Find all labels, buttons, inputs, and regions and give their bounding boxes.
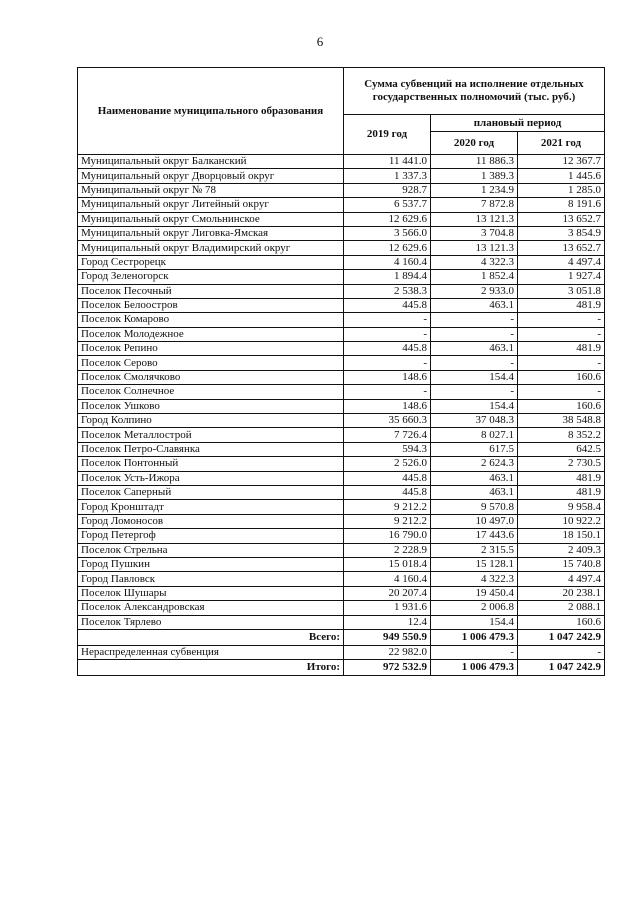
municipality-name-cell: Поселок Металлострой — [78, 428, 344, 442]
table-row — [78, 298, 605, 312]
table-row — [78, 500, 605, 514]
subvention-2021-cell: 642.5 — [518, 442, 605, 456]
subvention-2021-cell: - — [518, 356, 605, 370]
subvention-2020-cell: 4 322.3 — [431, 572, 518, 586]
subvention-2020-cell: 463.1 — [431, 298, 518, 312]
municipality-name-cell: Поселок Репино — [78, 342, 344, 356]
subvention-2020-cell: 463.1 — [431, 471, 518, 485]
subvention-2021-cell: 1 445.6 — [518, 169, 605, 183]
subvention-2021-cell: 13 652.7 — [518, 212, 605, 226]
subvention-2020-cell: 1 389.3 — [431, 169, 518, 183]
table-body — [78, 155, 605, 676]
subvention-2020-cell: 3 704.8 — [431, 226, 518, 240]
table-row — [78, 442, 605, 456]
subvention-2019-cell: 11 441.0 — [344, 155, 431, 169]
municipality-name-cell: Поселок Понтонный — [78, 457, 344, 471]
municipality-name-cell: Муниципальный округ Смольнинское — [78, 212, 344, 226]
subvention-2021-cell: - — [518, 313, 605, 327]
subvention-2020-cell: - — [431, 313, 518, 327]
municipality-name-cell: Город Зеленогорск — [78, 270, 344, 284]
grand-total-2021: 1 047 242.9 — [518, 660, 605, 676]
subvention-2019-cell: 20 207.4 — [344, 586, 431, 600]
subvention-2021-cell: 160.6 — [518, 370, 605, 384]
subvention-2019-cell: 148.6 — [344, 399, 431, 413]
unallocated-2020: - — [431, 645, 518, 659]
table-row — [78, 428, 605, 442]
subvention-2020-cell: 154.4 — [431, 615, 518, 629]
table-row — [78, 399, 605, 413]
table-row — [78, 557, 605, 571]
subvention-2019-cell: 9 212.2 — [344, 500, 431, 514]
municipality-name-cell: Поселок Серово — [78, 356, 344, 370]
table-row — [78, 543, 605, 557]
table-row — [78, 342, 605, 356]
table-row — [78, 601, 605, 615]
subvention-2021-cell: 4 497.4 — [518, 255, 605, 269]
grand-total-row — [78, 660, 605, 676]
municipality-name-cell: Поселок Белоостров — [78, 298, 344, 312]
subvention-2021-cell: 481.9 — [518, 342, 605, 356]
table-row — [78, 586, 605, 600]
municipality-name-cell: Поселок Солнечное — [78, 385, 344, 399]
municipality-name-cell: Поселок Петро-Славянка — [78, 442, 344, 456]
subvention-2019-cell: - — [344, 385, 431, 399]
table-row — [78, 471, 605, 485]
subvention-2020-cell: 154.4 — [431, 370, 518, 384]
subvention-2021-cell: 9 958.4 — [518, 500, 605, 514]
subvention-2019-cell: 9 212.2 — [344, 514, 431, 528]
subvention-2019-cell: - — [344, 313, 431, 327]
subvention-2020-cell: - — [431, 356, 518, 370]
table-row — [78, 385, 605, 399]
year-2021-header: 2021 год — [518, 132, 605, 155]
subvention-2019-cell: 15 018.4 — [344, 557, 431, 571]
subvention-2021-cell: 1 285.0 — [518, 183, 605, 197]
municipality-name-cell: Муниципальный округ Дворцовый округ — [78, 169, 344, 183]
subvention-2020-cell: 463.1 — [431, 485, 518, 499]
table-row — [78, 183, 605, 197]
subvention-2020-cell: 37 048.3 — [431, 414, 518, 428]
grand-total-2019: 972 532.9 — [344, 660, 431, 676]
table-row — [78, 327, 605, 341]
subvention-2021-cell: 15 740.8 — [518, 557, 605, 571]
total-2021: 1 047 242.9 — [518, 629, 605, 645]
subvention-2019-cell: 2 526.0 — [344, 457, 431, 471]
subvention-2021-cell: 20 238.1 — [518, 586, 605, 600]
subvention-2021-cell: 10 922.2 — [518, 514, 605, 528]
subvention-2019-cell: 2 538.3 — [344, 284, 431, 298]
subvention-2020-cell: 2 624.3 — [431, 457, 518, 471]
year-2019-header: 2019 год — [344, 115, 431, 155]
unallocated-row — [78, 645, 605, 659]
unallocated-2021: - — [518, 645, 605, 659]
table-row — [78, 529, 605, 543]
municipality-name-cell: Город Ломоносов — [78, 514, 344, 528]
subvention-2020-cell: 2 006.8 — [431, 601, 518, 615]
subvention-2020-cell: - — [431, 327, 518, 341]
subvention-2021-cell: 13 652.7 — [518, 241, 605, 255]
planning-period-header: плановый период — [431, 115, 605, 132]
subvention-2021-cell: 1 927.4 — [518, 270, 605, 284]
subvention-2021-cell: 481.9 — [518, 485, 605, 499]
subvention-2021-cell: 8 352.2 — [518, 428, 605, 442]
subvention-2020-cell: 463.1 — [431, 342, 518, 356]
table-row — [78, 572, 605, 586]
municipality-name-cell: Город Павловск — [78, 572, 344, 586]
municipality-name-cell: Поселок Стрельна — [78, 543, 344, 557]
subvention-2019-cell: 1 931.6 — [344, 601, 431, 615]
subvention-2019-cell: 12 629.6 — [344, 241, 431, 255]
subvention-2021-cell: 2 409.3 — [518, 543, 605, 557]
table-row — [78, 198, 605, 212]
total-2020: 1 006 479.3 — [431, 629, 518, 645]
subvention-table — [77, 67, 605, 676]
subvention-2019-cell: 35 660.3 — [344, 414, 431, 428]
subvention-2020-cell: 8 027.1 — [431, 428, 518, 442]
subvention-2019-cell: 445.8 — [344, 485, 431, 499]
total-row — [78, 629, 605, 645]
total-2019: 949 550.9 — [344, 629, 431, 645]
subvention-2021-cell: 2 730.5 — [518, 457, 605, 471]
subvention-2020-cell: - — [431, 385, 518, 399]
subvention-2020-cell: 17 443.6 — [431, 529, 518, 543]
subvention-2021-cell: 38 548.8 — [518, 414, 605, 428]
table-row — [78, 370, 605, 384]
subvention-2020-cell: 13 121.3 — [431, 212, 518, 226]
municipality-name-cell: Поселок Шушары — [78, 586, 344, 600]
subvention-2019-cell: 445.8 — [344, 298, 431, 312]
total-label: Всего: — [78, 629, 344, 645]
municipality-name-cell: Поселок Тярлево — [78, 615, 344, 629]
table-row — [78, 241, 605, 255]
municipality-name-cell: Поселок Песочный — [78, 284, 344, 298]
subvention-2020-cell: 15 128.1 — [431, 557, 518, 571]
subvention-2020-cell: 9 570.8 — [431, 500, 518, 514]
subvention-2019-cell: 1 337.3 — [344, 169, 431, 183]
municipality-name-cell: Город Колпино — [78, 414, 344, 428]
table-row — [78, 485, 605, 499]
municipality-name-cell: Поселок Смолячково — [78, 370, 344, 384]
subvention-2021-cell: 160.6 — [518, 399, 605, 413]
table-row — [78, 270, 605, 284]
subvention-2021-cell: 481.9 — [518, 471, 605, 485]
municipality-column-header: Наименование муниципального образования — [78, 68, 344, 155]
municipality-name-cell: Поселок Ушково — [78, 399, 344, 413]
subvention-2019-cell: 148.6 — [344, 370, 431, 384]
subvention-2021-cell: 3 854.9 — [518, 226, 605, 240]
subvention-2021-cell: 160.6 — [518, 615, 605, 629]
subvention-2019-cell: 2 228.9 — [344, 543, 431, 557]
subvention-2019-cell: 594.3 — [344, 442, 431, 456]
municipality-name-cell: Муниципальный округ Балканский — [78, 155, 344, 169]
subvention-2019-cell: 4 160.4 — [344, 255, 431, 269]
table-row — [78, 284, 605, 298]
subvention-2021-cell: 8 191.6 — [518, 198, 605, 212]
municipality-name-cell: Поселок Комарово — [78, 313, 344, 327]
table-row — [78, 169, 605, 183]
municipality-name-cell: Муниципальный округ Владимирский округ — [78, 241, 344, 255]
unallocated-2019: 22 982.0 — [344, 645, 431, 659]
subvention-2019-cell: 928.7 — [344, 183, 431, 197]
subvention-2020-cell: 1 234.9 — [431, 183, 518, 197]
subvention-2021-cell: 3 051.8 — [518, 284, 605, 298]
subvention-2019-cell: 445.8 — [344, 342, 431, 356]
subvention-2019-cell: 6 537.7 — [344, 198, 431, 212]
subvention-2020-cell: 2 933.0 — [431, 284, 518, 298]
table-row — [78, 615, 605, 629]
subvention-2019-cell: 12 629.6 — [344, 212, 431, 226]
table-row — [78, 155, 605, 169]
subvention-2020-cell: 4 322.3 — [431, 255, 518, 269]
municipality-name-cell: Муниципальный округ № 78 — [78, 183, 344, 197]
municipality-name-cell: Поселок Александровская — [78, 601, 344, 615]
grand-total-2020: 1 006 479.3 — [431, 660, 518, 676]
municipality-name-cell: Муниципальный округ Литейный округ — [78, 198, 344, 212]
municipality-name-cell: Город Сестрорецк — [78, 255, 344, 269]
municipality-name-cell: Поселок Саперный — [78, 485, 344, 499]
subvention-2019-cell: 7 726.4 — [344, 428, 431, 442]
table-row — [78, 514, 605, 528]
table-row — [78, 457, 605, 471]
page-number: 6 — [316, 34, 324, 49]
subvention-2019-cell: 445.8 — [344, 471, 431, 485]
subvention-2021-cell: - — [518, 327, 605, 341]
subvention-2019-cell: 12.4 — [344, 615, 431, 629]
subvention-2020-cell: 7 872.8 — [431, 198, 518, 212]
subvention-2021-cell: 18 150.1 — [518, 529, 605, 543]
subvention-2020-cell: 2 315.5 — [431, 543, 518, 557]
subvention-2020-cell: 11 886.3 — [431, 155, 518, 169]
subvention-2020-cell: 10 497.0 — [431, 514, 518, 528]
subvention-2021-cell: 12 367.7 — [518, 155, 605, 169]
municipality-name-cell: Поселок Молодежное — [78, 327, 344, 341]
subvention-2019-cell: 1 894.4 — [344, 270, 431, 284]
table-row — [78, 356, 605, 370]
subvention-2019-cell: 4 160.4 — [344, 572, 431, 586]
municipality-name-cell: Муниципальный округ Лиговка-Ямская — [78, 226, 344, 240]
subvention-2020-cell: 1 852.4 — [431, 270, 518, 284]
municipality-name-cell: Город Петергоф — [78, 529, 344, 543]
municipality-name-cell: Поселок Усть-Ижора — [78, 471, 344, 485]
subvention-2020-cell: 154.4 — [431, 399, 518, 413]
subvention-2019-cell: - — [344, 327, 431, 341]
year-2020-header: 2020 год — [431, 132, 518, 155]
subvention-2019-cell: 3 566.0 — [344, 226, 431, 240]
subvention-2020-cell: 19 450.4 — [431, 586, 518, 600]
municipality-name-cell: Город Кронштадт — [78, 500, 344, 514]
table-row — [78, 255, 605, 269]
subvention-2019-cell: 16 790.0 — [344, 529, 431, 543]
subvention-2021-cell: 4 497.4 — [518, 572, 605, 586]
table-row — [78, 414, 605, 428]
grand-total-label: Итого: — [78, 660, 344, 676]
subvention-2019-cell: - — [344, 356, 431, 370]
table-row — [78, 226, 605, 240]
municipality-name-cell: Город Пушкин — [78, 557, 344, 571]
subvention-2021-cell: 481.9 — [518, 298, 605, 312]
subvention-2021-cell: - — [518, 385, 605, 399]
subvention-2021-cell: 2 088.1 — [518, 601, 605, 615]
subvention-2020-cell: 617.5 — [431, 442, 518, 456]
subvention-2020-cell: 13 121.3 — [431, 241, 518, 255]
unallocated-label: Нераспределенная субвенция — [78, 645, 344, 659]
subvention-sum-header: Сумма субвенций на исполнение отдельных государственных полномочий (тыс. руб.) — [344, 68, 605, 115]
table-row — [78, 313, 605, 327]
table-row — [78, 212, 605, 226]
